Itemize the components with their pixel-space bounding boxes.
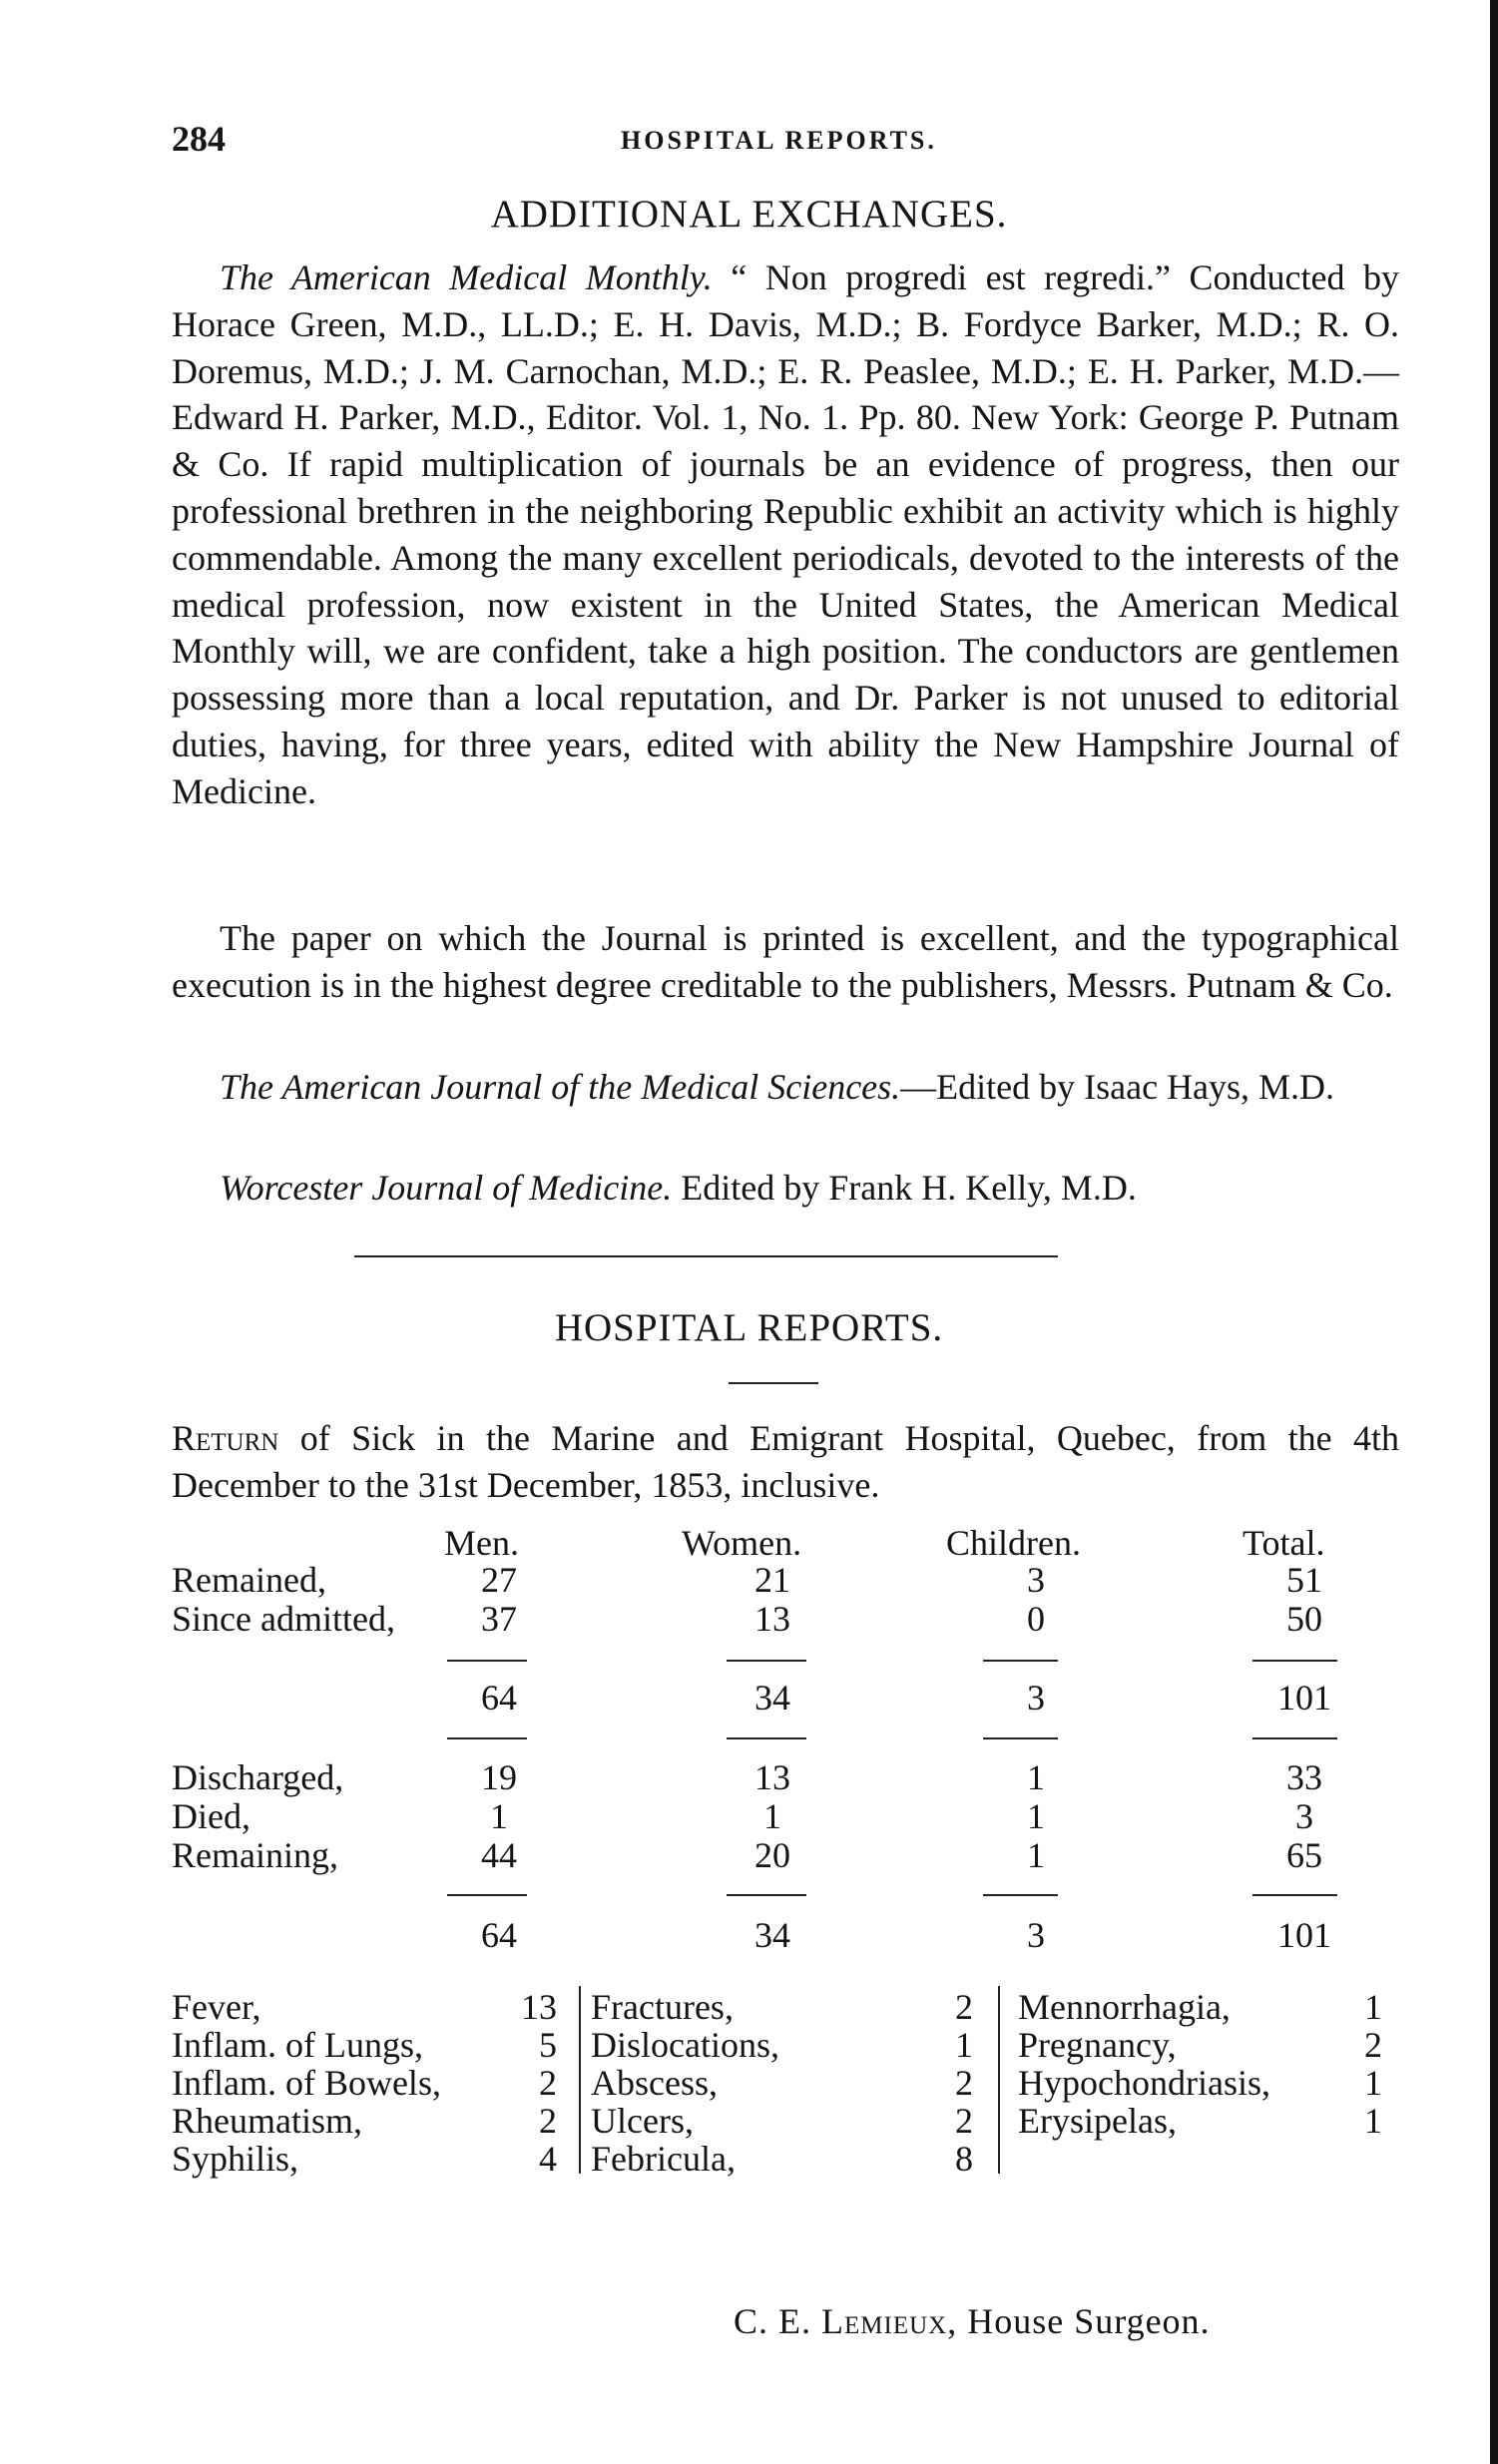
disease-count: 8 (955, 2139, 973, 2179)
subtotal1-children: 3 (1027, 1678, 1045, 1718)
subtotal2-total: 101 (1277, 1915, 1331, 1955)
disease-name: Pregnancy, (1018, 2025, 1177, 2065)
cell-remained-total: 51 (1286, 1560, 1322, 1600)
page-number: 284 (172, 119, 226, 159)
row-label-since-admitted: Since admitted, (172, 1599, 395, 1639)
section-divider (354, 1255, 1058, 1257)
cell-admitted-children: 0 (1027, 1599, 1045, 1639)
exchange-entry-american-medical-monthly (172, 254, 1399, 815)
disease-name: Abscess, (591, 2063, 718, 2103)
cell-died-total: 3 (1295, 1796, 1313, 1836)
sum-rule (1252, 1660, 1337, 1662)
signature (734, 2300, 1211, 2342)
cell-remaining-men: 44 (481, 1835, 517, 1875)
disease-name: Ulcers, (591, 2101, 694, 2141)
cell-admitted-men: 37 (481, 1599, 517, 1639)
column-divider (579, 1986, 581, 2174)
disease-count: 13 (521, 1987, 557, 2027)
disease-count: 1 (1364, 2101, 1382, 2141)
disease-count: 2 (1364, 2025, 1382, 2065)
signature-surname: Lemieux (821, 2301, 948, 2341)
disease-count: 2 (539, 2063, 557, 2103)
page-header (172, 118, 1399, 168)
journal-description: Edited by Frank H. Kelly, M.D. (672, 1168, 1137, 1208)
cell-discharged-children: 1 (1027, 1757, 1045, 1797)
subtotal2-women: 34 (754, 1915, 790, 1955)
disease-count: 1 (955, 2025, 973, 2065)
exchange-entry-american-journal (172, 1064, 1399, 1111)
disease-name: Erysipelas, (1018, 2101, 1177, 2141)
disease-count: 2 (539, 2101, 557, 2141)
cell-remaining-children: 1 (1027, 1835, 1045, 1875)
cell-discharged-total: 33 (1286, 1757, 1322, 1797)
disease-name: Hypochondriasis, (1018, 2063, 1270, 2103)
return-text: of Sick in the Marine and Emigrant Hospital, Quebec, from the 4th December to the 31st December, 1853, inclusive. (172, 1418, 1399, 1505)
cell-admitted-total: 50 (1286, 1599, 1322, 1639)
subtotal1-men: 64 (481, 1678, 517, 1718)
disease-name: Mennorrhagia, (1018, 1987, 1231, 2027)
column-header-total: Total. (1243, 1523, 1325, 1563)
cell-died-children: 1 (1027, 1796, 1045, 1836)
disease-name: Febricula, (591, 2139, 736, 2179)
disease-count: 1 (1364, 1987, 1382, 2027)
cell-discharged-women: 13 (754, 1757, 790, 1797)
sum-rule (727, 1737, 806, 1739)
journal-description: —Edited by Isaac Hays, M.D. (900, 1067, 1335, 1107)
disease-name: Inflam. of Lungs, (172, 2025, 423, 2065)
sum-rule (447, 1737, 527, 1739)
sum-rule (447, 1660, 527, 1662)
sum-rule (727, 1660, 806, 1662)
row-label-remaining: Remaining, (172, 1835, 338, 1875)
subtotal2-children: 3 (1027, 1915, 1045, 1955)
heading-rule (729, 1382, 818, 1384)
running-head: HOSPITAL REPORTS. (621, 126, 937, 155)
cell-remained-children: 3 (1027, 1560, 1045, 1600)
disease-name: Rheumatism, (172, 2101, 362, 2141)
disease-count: 4 (539, 2139, 557, 2179)
disease-count: 5 (539, 2025, 557, 2065)
disease-count: 1 (1364, 2063, 1382, 2103)
journal-description: “ Non progredi est regredi.” Conducted by Horace Green, M.D., LL.D.; E. H. Davis, M.D.; B. Fordyce Barker, M.D.; R. O. Doremus, M.D.; J. M. Carnochan, M.D.; E. R. Peaslee, M.D.; E. H. Parker, M.D.—Edward H. Parker, M.D., Editor. Vol. 1, No. 1. Pp. 80. New York: George P. Putnam & Co. If rapid multiplication of journals be an evidence of progress, then our professional brethren in the neighboring Republic exhibit an activity which is highly commendable. Among the many excellent periodicals, devoted to the interests of the medical profession, now existent in the United States, the American Medical Monthly will, we are confident, take a high position. The conductors are gentlemen possessing more than a local reputation, and Dr. Parker is not unused to editorial duties, having, for three years, edited with ability the New Hampshire Journal of Medicine. (172, 257, 1399, 811)
page-edge-shadow (1490, 0, 1498, 2464)
cell-admitted-women: 13 (754, 1599, 790, 1639)
exchange-entry-worcester-journal (172, 1165, 1399, 1212)
exchange-paragraph-typography: The paper on which the Journal is printed is excellent, and the typographical execution is in the highest degree creditable to the publishers, Messrs. Putnam & Co. (172, 918, 1399, 1005)
sum-rule (1252, 1737, 1337, 1739)
disease-count: 2 (955, 2063, 973, 2103)
row-label-died: Died, (172, 1796, 250, 1836)
sum-rule (983, 1660, 1058, 1662)
cell-remained-women: 21 (754, 1560, 790, 1600)
signature-initials: C. E. (734, 2301, 822, 2341)
subtotal2-men: 64 (481, 1915, 517, 1955)
disease-name: Dislocations, (591, 2025, 779, 2065)
disease-name: Inflam. of Bowels, (172, 2063, 441, 2103)
signature-title: , House Surgeon. (947, 2301, 1211, 2341)
cell-died-women: 1 (763, 1796, 781, 1836)
sum-rule (447, 1894, 527, 1896)
sum-rule (983, 1894, 1058, 1896)
row-label-remained: Remained, (172, 1560, 326, 1600)
journal-title: The American Journal of the Medical Sciences. (220, 1067, 901, 1107)
subtotal1-women: 34 (754, 1678, 790, 1718)
disease-name: Fever, (172, 1987, 261, 2027)
cell-remaining-women: 20 (754, 1835, 790, 1875)
sum-rule (727, 1894, 806, 1896)
journal-title: The American Medical Monthly. (220, 257, 713, 297)
row-label-discharged: Discharged, (172, 1757, 344, 1797)
subtotal1-total: 101 (1277, 1678, 1331, 1718)
disease-name: Fractures, (591, 1987, 734, 2027)
reports-heading: HOSPITAL REPORTS. (554, 1306, 944, 1349)
cell-remained-men: 27 (481, 1560, 517, 1600)
column-header-men: Men. (444, 1523, 519, 1563)
column-divider (998, 1986, 1000, 2174)
cell-remaining-total: 65 (1286, 1835, 1322, 1875)
sum-rule (983, 1737, 1058, 1739)
column-header-children: Children. (946, 1523, 1081, 1563)
disease-count: 2 (955, 2101, 973, 2141)
disease-name: Syphilis, (172, 2139, 299, 2179)
cell-died-men: 1 (490, 1796, 508, 1836)
exchanges-heading: ADDITIONAL EXCHANGES. (490, 193, 1008, 236)
return-lead: Return (172, 1418, 279, 1458)
sum-rule (1252, 1894, 1337, 1896)
column-header-women: Women. (682, 1523, 802, 1563)
cell-discharged-men: 19 (481, 1757, 517, 1797)
disease-count: 2 (955, 1987, 973, 2027)
journal-title: Worcester Journal of Medicine. (220, 1168, 673, 1208)
return-caption (172, 1415, 1399, 1509)
